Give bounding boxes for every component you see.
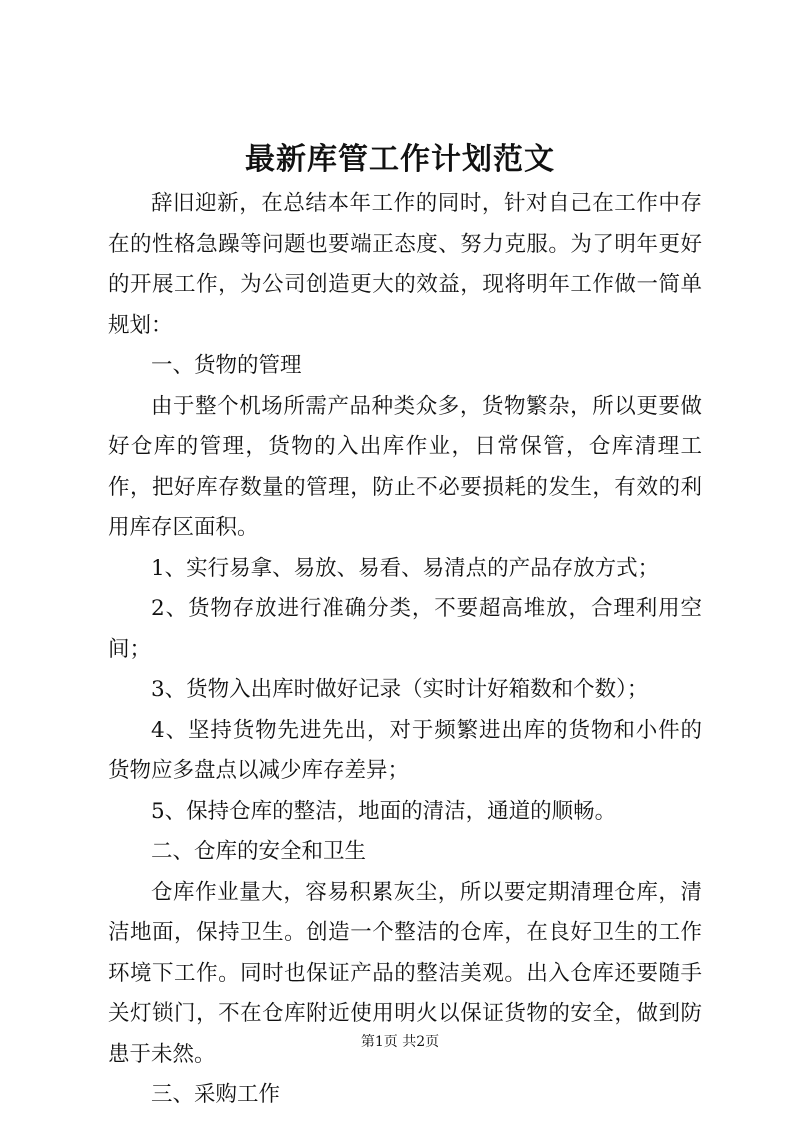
list-item-2: 2、货物存放进行准确分类，不要超高堆放，合理利用空间； — [108, 596, 702, 662]
document-title: 最新库管工作计划范文 — [245, 142, 555, 177]
intro-paragraph: 辞旧迎新，在总结本年工作的同时，针对自己在工作中存在的性格急躁等问题也要端正态度、努力克服。为了明年更好的开展工作，为公司创造更大的效益，现将明年工作做一简单规划： — [108, 191, 702, 338]
goods-management-paragraph: 由于整个机场所需产品种类众多，货物繁杂，所以更要做好仓库的管理，货物的入出库作业，日常保管，仓库清理工作，把好库存数量的管理，防止不必要损耗的发生，有效的利用库存区面积。 — [108, 393, 702, 540]
list-item-4: 4、坚持货物先进先出，对于频繁进出库的货物和小件的货物应多盘点以减少库存差异； — [108, 717, 702, 783]
page-footer: 第1页 共2页 — [360, 1034, 440, 1050]
section-heading-goods-management: 一、货物的管理 — [151, 353, 302, 378]
section-heading-procurement: 三、采购工作 — [151, 1082, 281, 1107]
document-body — [108, 184, 702, 1116]
safety-hygiene-paragraph: 仓库作业量大，容易积累灰尘，所以要定期清理仓库，清洁地面，保持卫生。创造一个整洁的仓库，在良好卫生的工作环境下工作。同时也保证产品的整洁美观。出入仓库还要随手关灯锁门，不在仓库附近使用明火以保证货物的安全，做到防患于未然。 — [108, 879, 702, 1067]
list-item-5: 5、保持仓库的整洁，地面的清洁，通道的顺畅。 — [151, 798, 617, 824]
list-item-3: 3、货物入出库时做好记录（实时计好箱数和个数）； — [151, 677, 649, 702]
list-item-1: 1、实行易拿、易放、易看、易清点的产品存放方式； — [151, 555, 660, 581]
section-heading-safety-hygiene: 二、仓库的安全和卫生 — [151, 839, 367, 864]
